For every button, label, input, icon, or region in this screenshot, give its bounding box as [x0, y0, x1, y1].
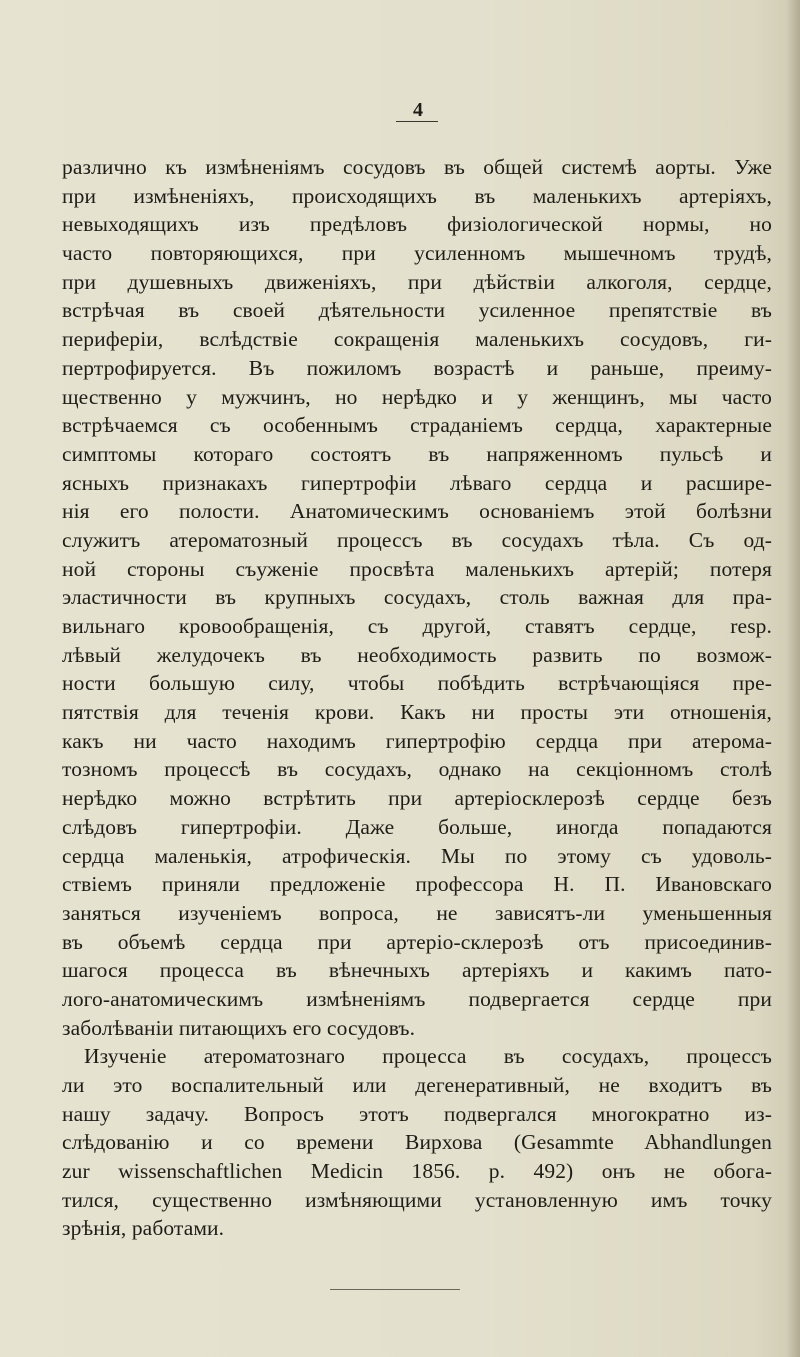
text-line: перифepiи, вслѣдствіе сокращенія маленькихъ сосудовъ, ги- — [62, 327, 772, 352]
text-line: различно къ измѣненіямъ сосудовъ въ общей системѣ аорты. Уже — [62, 155, 772, 179]
page-number: 4 — [413, 99, 423, 121]
text-line: ли это воспалительный или дегенеративный, не входитъ въ — [62, 1073, 772, 1097]
text-line: нашу задачу. Вопросъ этотъ подвергался многократно из- — [62, 1101, 772, 1126]
text-line: ясныхъ признакахъ гипертрофіи лѣваго сердца и расшире- — [62, 470, 772, 495]
text-line: нерѣдко можно встрѣтить при артеріосклерозѣ сердце безъ — [62, 786, 772, 811]
text-line: въ объемѣ сердца при артеріо-склерозѣ отъ присоединив- — [62, 929, 772, 954]
text-line: щественно у мужчинъ, но нерѣдко и у женщинъ, мы часто — [62, 384, 772, 409]
text-line: зрѣнія, работами. — [62, 1216, 225, 1241]
text-line: при измѣненіяхъ, происходящихъ въ маленькихъ артеріяхъ, — [62, 183, 772, 208]
page-number-rule — [396, 121, 438, 122]
body-text — [62, 153, 772, 1243]
closing-rule — [330, 1289, 460, 1290]
text-line: лого-анатомическимъ измѣненіямъ подвергается сердце при — [62, 986, 772, 1011]
text-line: часто повторяющихся, при усиленномъ мышечномъ трудѣ, — [62, 241, 772, 266]
text-line: тился, существенно измѣняющими установленную имъ точку — [62, 1187, 772, 1212]
text-line: сердца маленькія, атрофическія. Мы по этому съ удоволь- — [62, 843, 772, 868]
text-line: тозномъ процессѣ въ сосудахъ, однако на секціонномъ столѣ — [62, 757, 772, 782]
text-line: служитъ атероматозный процессъ въ сосудахъ тѣла. Съ од- — [62, 527, 772, 552]
text-line: пятствія для теченія крови. Какъ ни просты эти отношенія, — [62, 700, 772, 725]
text-line: слѣдовъ гипертрофіи. Даже больше, иногда попадаются — [62, 814, 772, 839]
page-edge-shadow — [786, 0, 800, 1357]
text-line: ствіемъ приняли предложеніе профессора Н. П. Ивановскаго — [62, 872, 772, 897]
text-line: ности большую силу, чтобы побѣдить встрѣчающіяся пре- — [62, 671, 772, 696]
text-line: симптомы котораго состоятъ въ напряженномъ пульсѣ и — [62, 441, 772, 466]
text-line: встрѣчая въ своей дѣятельности усиленное препятствіе въ — [62, 298, 772, 323]
text-line: zur wissenschaftlichen Medicin 1856. p. 492) онъ не обога- — [62, 1159, 772, 1184]
text-line: заболѣваніи питающихъ его сосудовъ. — [62, 1015, 416, 1040]
text-line: эластичности въ крупныхъ сосудахъ, столь важная для пра- — [62, 585, 772, 610]
text-line: при душевныхъ движеніяхъ, при дѣйствіи алкоголя, сердце, — [62, 269, 772, 294]
text-line: слѣдованію и со времени Вирхова (Gesammte Abhandlungen — [62, 1130, 772, 1155]
text-line: заняться изученіемъ вопроса, не зависятъ-ли уменьшенныя — [62, 900, 772, 925]
text-line: невыходящихъ изъ предѣловъ физіологической нормы, но — [62, 212, 772, 237]
text-line: вильнаго кровообращенія, съ другой, ставятъ сердце, resp. — [62, 614, 772, 638]
text-line: Изученіе атероматознаго процесса въ сосудахъ, процессъ — [84, 1044, 772, 1069]
text-line: шагося процесса въ вѣнечныхъ артеріяхъ и какимъ пато- — [62, 958, 772, 983]
text-line: ной стороны съуженіе просвѣта маленькихъ артерій; потеря — [62, 556, 772, 581]
text-line: лѣвый желудочекъ въ необходимость развить по возмож- — [62, 642, 772, 667]
text-line: пертрофируется. Въ пожиломъ возрастѣ и раньше, преиму- — [62, 355, 772, 380]
text-line: встрѣчаемся съ особеннымъ страданіемъ сердца, характерные — [62, 413, 772, 438]
text-line: нія его полости. Анатомическимъ основаніемъ этой болѣзни — [62, 499, 772, 524]
text-line: какъ ни часто находимъ гипертрофію сердца при атерома- — [62, 728, 772, 753]
